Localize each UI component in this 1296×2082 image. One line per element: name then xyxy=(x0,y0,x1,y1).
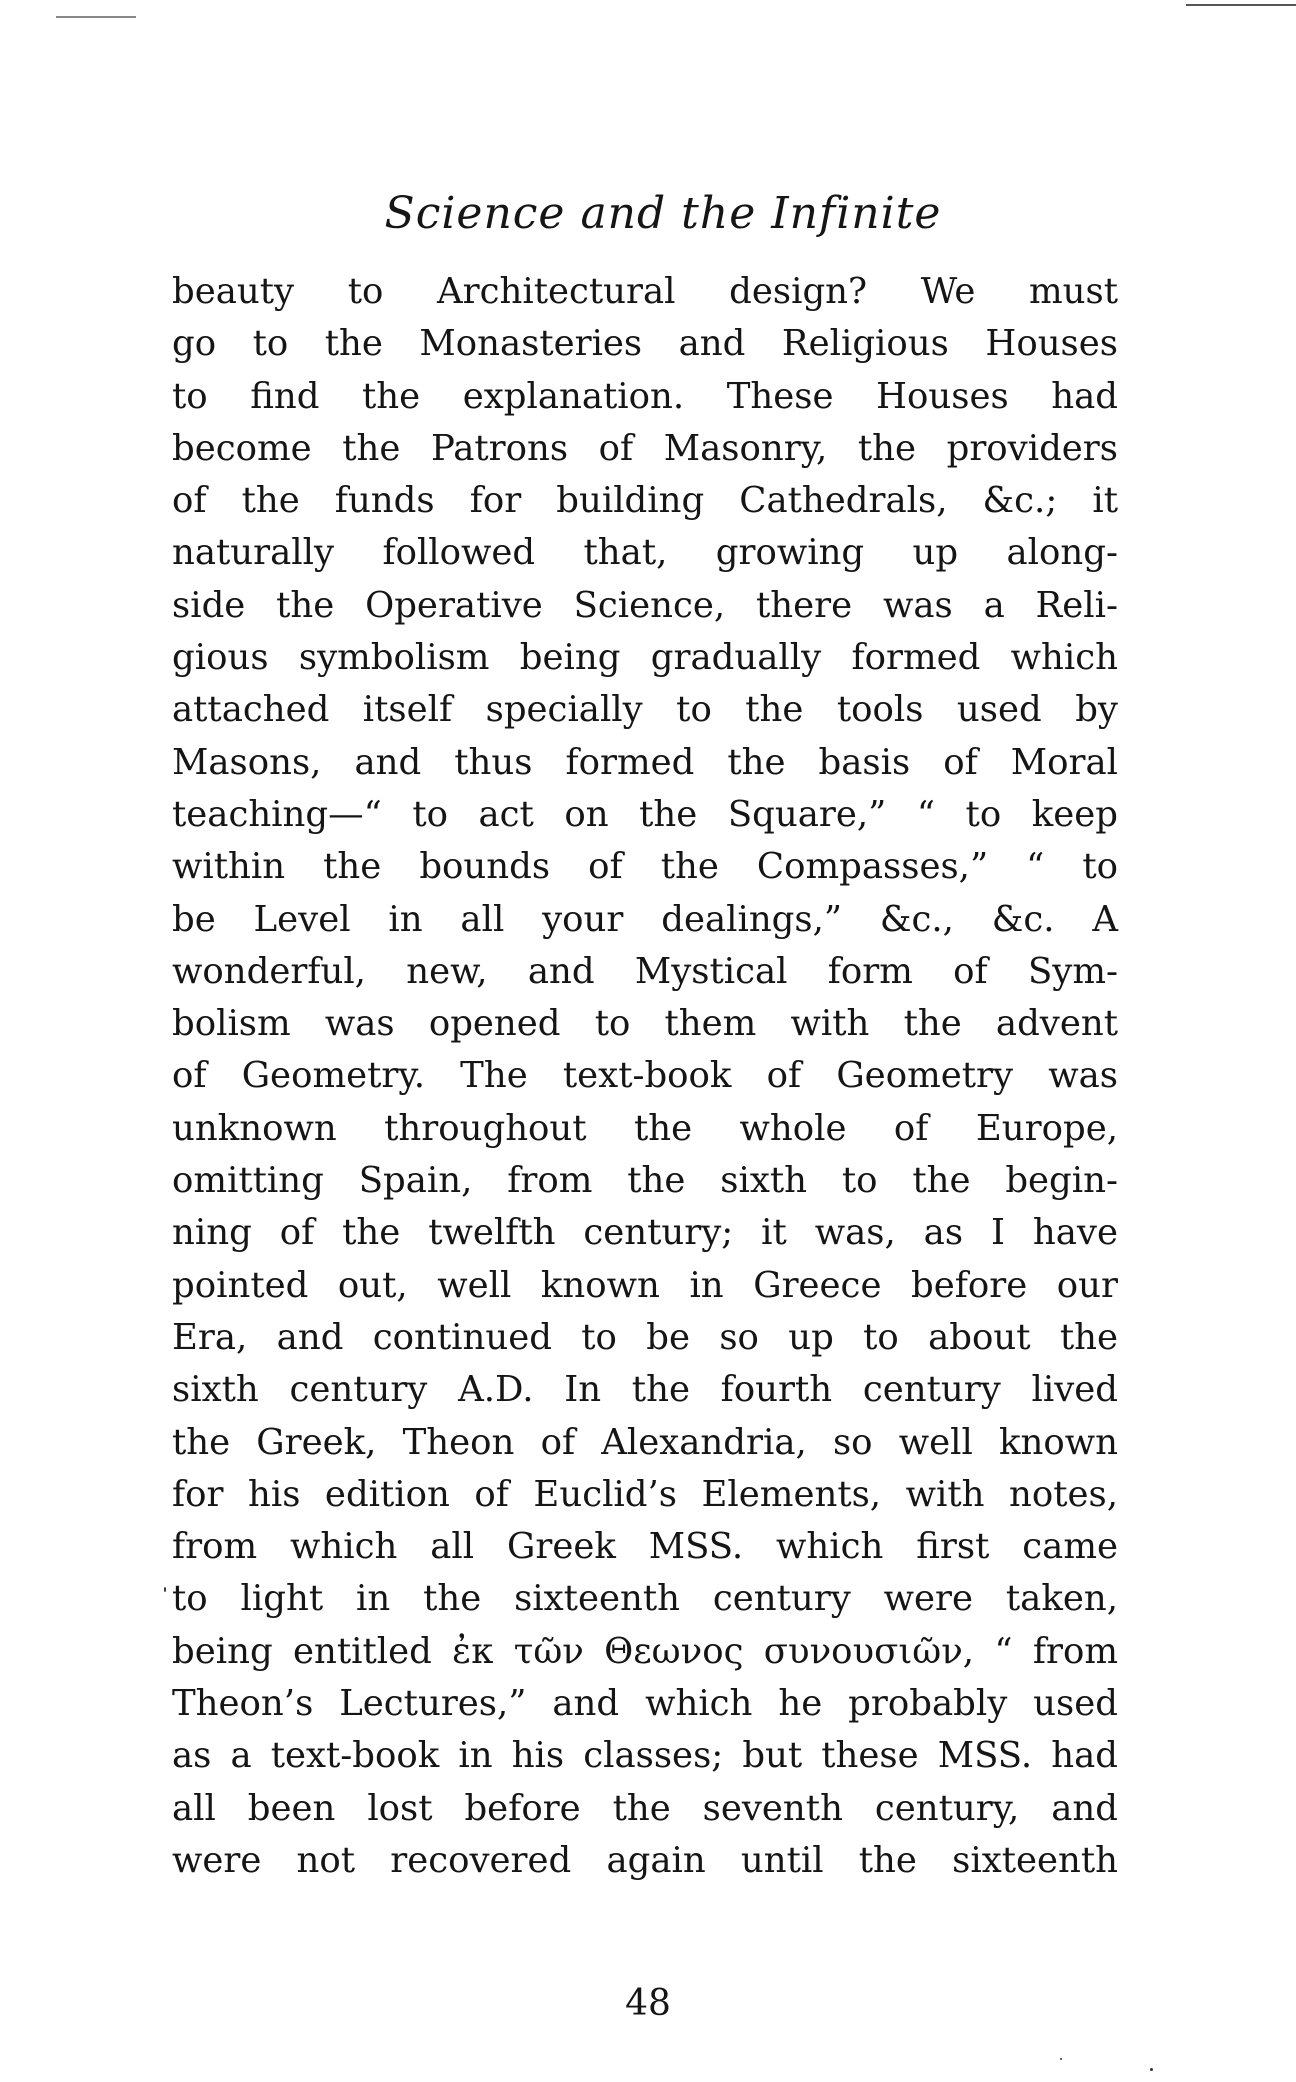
page-number: 48 xyxy=(625,1983,671,2024)
text-line: attached itself specially to the tools used by xyxy=(172,689,1118,731)
text-line: of the funds for building Cathedrals, &c.; it xyxy=(172,480,1118,522)
text-line: Masons, and thus formed the basis of Moral xyxy=(172,741,1118,783)
text-line: within the bounds of the Compasses,” “ to xyxy=(172,846,1118,888)
text-line: to light in the sixteenth century were taken, xyxy=(172,1578,1118,1620)
text-line: unknown throughout the whole of Europe, xyxy=(172,1107,1118,1149)
text-line: omitting Spain, from the sixth to the begin- xyxy=(172,1160,1118,1202)
top-edge-rule xyxy=(1186,4,1296,6)
text-line: being entitled ἐκ τῶν Θεωνος συνουσιῶν, “ from xyxy=(172,1630,1118,1672)
text-line: gious symbolism being gradually formed which xyxy=(172,637,1118,679)
running-header: Science and the Infinite xyxy=(384,188,942,239)
text-line: bolism was opened to them with the advent xyxy=(172,1003,1118,1045)
text-line: as a text-book in his classes; but these MSS. had xyxy=(172,1735,1118,1777)
text-line: ning of the twelfth century; it was, as I have xyxy=(172,1212,1118,1254)
text-line: naturally followed that, growing up along- xyxy=(172,532,1118,574)
body-text xyxy=(172,266,1118,1887)
text-line: Era, and continued to be so up to about the xyxy=(172,1316,1118,1358)
text-line: wonderful, new, and Mystical form of Sym- xyxy=(172,950,1118,992)
text-line: Theon’s Lectures,” and which he probably used xyxy=(172,1683,1118,1725)
text-line: become the Patrons of Masonry, the providers xyxy=(172,427,1118,469)
text-line: the Greek, Theon of Alexandria, so well known xyxy=(172,1421,1118,1463)
text-line: pointed out, well known in Greece before our xyxy=(172,1264,1118,1306)
text-line: of Geometry. The text-book of Geometry was xyxy=(172,1055,1118,1097)
text-line: from which all Greek MSS. which first came xyxy=(172,1526,1118,1568)
text-line: go to the Monasteries and Religious Houses xyxy=(172,323,1118,365)
text-line: beauty to Architectural design? We must xyxy=(172,271,1118,312)
text-line: teaching—“ to act on the Square,” “ to keep xyxy=(172,793,1118,835)
text-line: side the Operative Science, there was a Reli- xyxy=(172,584,1118,626)
text-line: all been lost before the seventh century, and xyxy=(172,1787,1118,1829)
text-line: were not recovered again until the sixteenth xyxy=(172,1839,1118,1881)
paper-speck xyxy=(1060,2058,1062,2060)
paper-speck xyxy=(1150,2068,1153,2071)
top-edge-mark xyxy=(56,16,136,18)
text-line: to find the explanation. These Houses had xyxy=(172,375,1118,417)
text-line: for his edition of Euclid’s Elements, with notes, xyxy=(172,1473,1118,1515)
paper-speck xyxy=(164,1587,166,1592)
text-line: be Level in all your dealings,” &c., &c. A xyxy=(172,898,1118,940)
text-line: sixth century A.D. In the fourth century lived xyxy=(172,1369,1118,1411)
